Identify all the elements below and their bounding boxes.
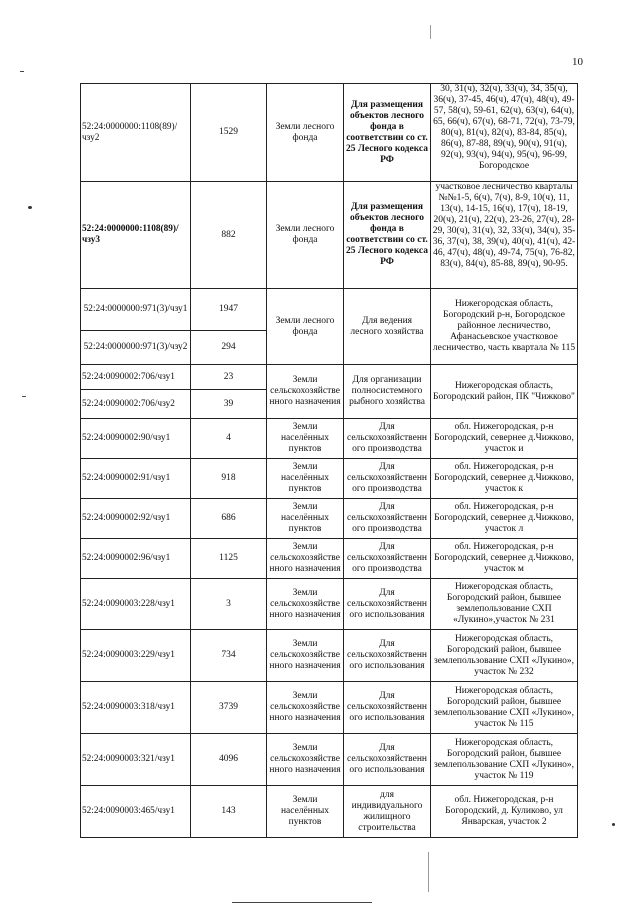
scan-mark bbox=[430, 25, 431, 39]
location: Нижегородская область, Богородский район, ПК "Чижково" bbox=[431, 365, 578, 419]
permitted-use: Для сельскохозяйственного использования bbox=[344, 630, 431, 682]
scan-mark bbox=[612, 823, 615, 826]
cadastral-number: 52:24:0090002:706/чзу2 bbox=[81, 390, 191, 419]
area-value: 734 bbox=[191, 630, 267, 682]
area-value: 4096 bbox=[191, 734, 267, 786]
permitted-use: Для размещения объектов лесного фонда в соответствии со ст. 25 Лесного кодекса РФ bbox=[344, 182, 431, 289]
cadastral-number: 52:24:0090002:91/чзу1 bbox=[81, 459, 191, 499]
page-number: 10 bbox=[572, 56, 583, 68]
table-row bbox=[81, 289, 578, 331]
permitted-use: Для сельскохозяйственного использования bbox=[344, 682, 431, 734]
area-value: 1529 bbox=[191, 84, 267, 182]
area-value: 143 bbox=[191, 786, 267, 838]
area-value: 1125 bbox=[191, 539, 267, 579]
table-row bbox=[81, 365, 578, 390]
table-row bbox=[81, 459, 578, 499]
area-value: 686 bbox=[191, 499, 267, 539]
scan-mark bbox=[428, 852, 429, 892]
area-value: 3739 bbox=[191, 682, 267, 734]
cadastral-number: 52:24:0090003:318/чзу1 bbox=[81, 682, 191, 734]
table-row bbox=[81, 579, 578, 630]
location: Нижегородская область, Богородский р-н, Богородское районное лесничество, Афанасьевское участковое лесничество, часть квартала № 115 bbox=[431, 289, 578, 365]
table-row bbox=[81, 630, 578, 682]
land-category: Земли сельскохозяйственного назначения bbox=[267, 579, 344, 630]
location: Нижегородская область, Богородский район, бывшее землепользование СХП «Лукино», участок № 119 bbox=[431, 734, 578, 786]
land-category: Земли лесного фонда bbox=[267, 289, 344, 365]
land-category: Земли населённых пунктов bbox=[267, 419, 344, 459]
location: обл. Нижегородская, р-н Богородский, севернее д.Чижково, участок и bbox=[431, 419, 578, 459]
permitted-use: Для сельскохозяйственного производства bbox=[344, 499, 431, 539]
land-category: Земли сельскохозяйственного назначения bbox=[267, 365, 344, 419]
cadastral-number: 52:24:0090003:321/чзу1 bbox=[81, 734, 191, 786]
area-value: 4 bbox=[191, 419, 267, 459]
cadastral-number: 52:24:0090002:92/чзу1 bbox=[81, 499, 191, 539]
location: обл. Нижегородская, р-н Богородский, севернее д.Чижково, участок л bbox=[431, 499, 578, 539]
table-row bbox=[81, 539, 578, 579]
land-category: Земли сельскохозяйственного назначения bbox=[267, 734, 344, 786]
location: обл. Нижегородская, р-н Богородский, севернее д.Чижково, участок к bbox=[431, 459, 578, 499]
area-value: 294 bbox=[191, 331, 267, 365]
permitted-use: для индивидуального жилищного строительства bbox=[344, 786, 431, 838]
table-row bbox=[81, 682, 578, 734]
land-category: Земли лесного фонда bbox=[267, 84, 344, 182]
location: участковое лесничество кварталы №№1-5, 6(ч), 7(ч), 8-9, 10(ч), 11, 13(ч), 14-15, 16(ч), 17(ч), 18-19, 20(ч), 21(ч), 22(ч), 23-26, 27(ч), 28-29, 30(ч), 31(ч), 32, 33(ч), 34(ч), 35-36, 37(ч), 38, 39(ч), 40(ч), 41(ч), 42-46, 47(ч), 48(ч), 49-74, 75(ч), 76-82, 83(ч), 84(ч), 85-88, 89(ч), 90-95. bbox=[431, 182, 578, 289]
permitted-use: Для организации полносистемного рыбного хозяйства bbox=[344, 365, 431, 419]
land-category: Земли населённых пунктов bbox=[267, 459, 344, 499]
cadastral-number: 52:24:0000000:1108(89)/чзу2 bbox=[81, 84, 191, 182]
area-value: 1947 bbox=[191, 289, 267, 331]
location: Нижегородская область, Богородский район, бывшее землепользование СХП «Лукино»,участок № 231 bbox=[431, 579, 578, 630]
area-value: 882 bbox=[191, 182, 267, 289]
location: обл. Нижегородская, р-н Богородский, севернее д.Чижково, участок м bbox=[431, 539, 578, 579]
footer-line bbox=[232, 902, 372, 903]
cadastral-number: 52:24:0090003:228/чзу1 bbox=[81, 579, 191, 630]
location: обл. Нижегородская, р-н Богородский, д. Куликово, ул Январская, участок 2 bbox=[431, 786, 578, 838]
table-row bbox=[81, 182, 578, 289]
permitted-use: Для сельскохозяйственного использования bbox=[344, 734, 431, 786]
location: Нижегородская область, Богородский район, бывшее землепользование СХП «Лукино», участок № 232 bbox=[431, 630, 578, 682]
land-category: Земли сельскохозяйственного назначения bbox=[267, 539, 344, 579]
cadastral-number: 52:24:0090003:229/чзу1 bbox=[81, 630, 191, 682]
permitted-use: Для ведения лесного хозяйства bbox=[344, 289, 431, 365]
cadastral-number: 52:24:0090002:96/чзу1 bbox=[81, 539, 191, 579]
cadastral-number: 52:24:0090002:706/чзу1 bbox=[81, 365, 191, 390]
permitted-use: Для размещения объектов лесного фонда в соответствии со ст. 25 Лесного кодекса РФ bbox=[344, 84, 431, 182]
location: 30, 31(ч), 32(ч), 33(ч), 34, 35(ч), 36(ч), 37-45, 46(ч), 47(ч), 48(ч), 49-57, 58(ч), 59-61, 62(ч), 63(ч), 64(ч), 65, 66(ч), 67(ч), 68-71, 72(ч), 73-79, 80(ч), 81(ч), 82(ч), 83-84, 85(ч), 86(ч), 87-88, 89(ч), 90(ч), 91(ч), 92(ч), 93(ч), 94(ч), 95(ч), 96-99, Богородское bbox=[431, 84, 578, 182]
permitted-use: Для сельскохозяйственного производства bbox=[344, 459, 431, 499]
land-category: Земли лесного фонда bbox=[267, 182, 344, 289]
area-value: 39 bbox=[191, 390, 267, 419]
land-category: Земли сельскохозяйственного назначения bbox=[267, 682, 344, 734]
land-plots-table bbox=[80, 83, 578, 838]
cadastral-number: 52:24:0000000:971(3)/чзу2 bbox=[81, 331, 191, 365]
cadastral-number: 52:24:0000000:971(3)/чзу1 bbox=[81, 289, 191, 331]
table-row bbox=[81, 734, 578, 786]
scan-mark bbox=[20, 71, 24, 72]
permitted-use: Для сельскохозяйственного производства bbox=[344, 419, 431, 459]
area-value: 3 bbox=[191, 579, 267, 630]
land-category: Земли населённых пунктов bbox=[267, 499, 344, 539]
table-row bbox=[81, 84, 578, 182]
permitted-use: Для сельскохозяйственного использования bbox=[344, 579, 431, 630]
cadastral-number: 52:24:0090003:465/чзу1 bbox=[81, 786, 191, 838]
cadastral-number: 52:24:0090002:90/чзу1 bbox=[81, 419, 191, 459]
table-row bbox=[81, 786, 578, 838]
cadastral-number: 52:24:0000000:1108(89)/чзу3 bbox=[81, 182, 191, 289]
table-row bbox=[81, 419, 578, 459]
permitted-use: Для сельскохозяйственного производства bbox=[344, 539, 431, 579]
scan-mark bbox=[22, 396, 26, 397]
location: Нижегородская область, Богородский район, бывшее землепользование СХП «Лукино», участок № 115 bbox=[431, 682, 578, 734]
land-category: Земли сельскохозяйственного назначения bbox=[267, 630, 344, 682]
area-value: 918 bbox=[191, 459, 267, 499]
land-category: Земли населённых пунктов bbox=[267, 786, 344, 838]
area-value: 23 bbox=[191, 365, 267, 390]
scan-mark bbox=[28, 206, 32, 209]
table-row bbox=[81, 499, 578, 539]
